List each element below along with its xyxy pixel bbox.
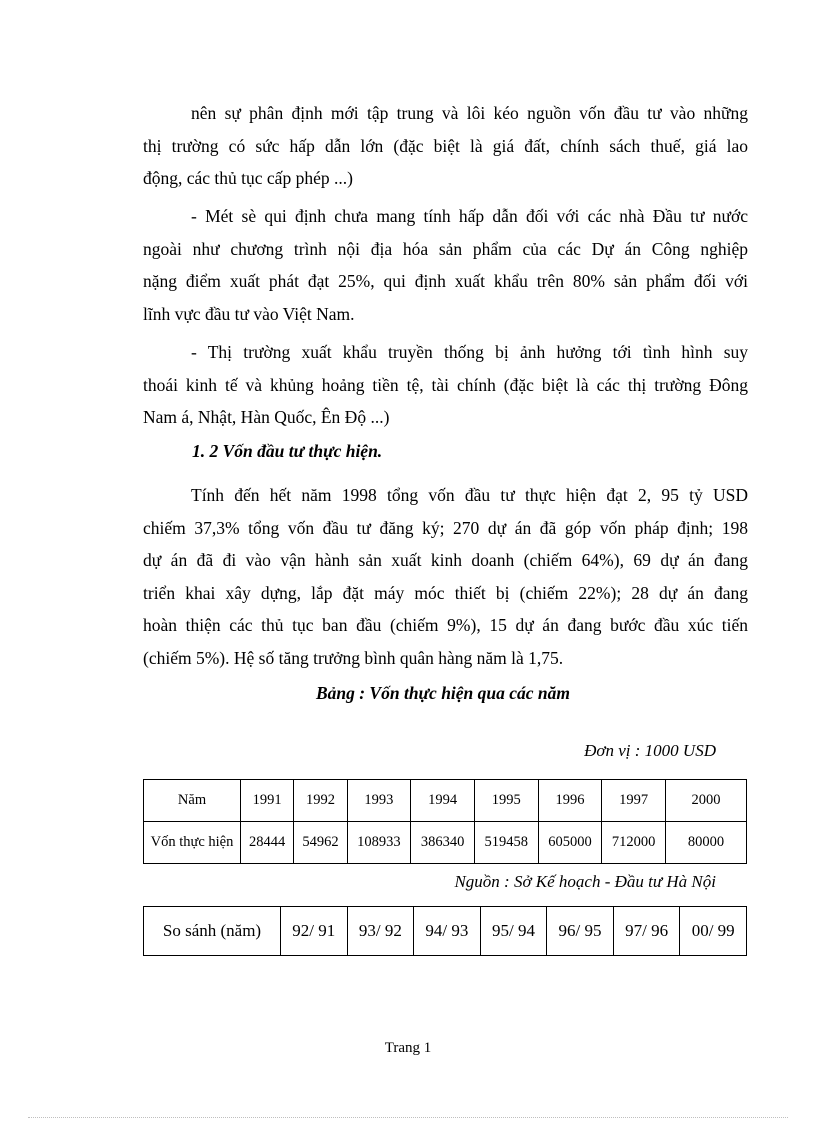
growth-comparison-table — [143, 906, 747, 956]
paragraph-3 — [143, 336, 748, 434]
unit-note: Đơn vị : 1000 USD — [584, 741, 716, 760]
value-cell: 108933 — [347, 822, 411, 864]
year-cell: 2000 — [666, 780, 747, 822]
comparison-cell: 94/ 93 — [414, 907, 481, 956]
row-label-cell: Vốn thực hiện — [144, 822, 241, 864]
year-cell: 1994 — [411, 780, 475, 822]
table-caption: Bảng : Vốn thực hiện qua các năm — [315, 683, 571, 703]
table-header-row — [144, 780, 747, 822]
header-cell: Năm — [144, 780, 241, 822]
paragraph-1 — [143, 97, 748, 195]
comparison-cell: 97/ 96 — [613, 907, 680, 956]
comparison-cell: 96/ 95 — [547, 907, 614, 956]
text-line: thị trường có sức hấp dẫn lớn (đặc biệt là giá đất, chính sách thuế, giá lao — [143, 135, 748, 156]
page-number: Trang 1 — [384, 1040, 432, 1056]
section-heading: 1. 2 Vốn đầu tư thực hiện. — [192, 441, 383, 461]
text-line: nên sự phân định mới tập trung và lôi kéo nguồn vốn đầu tư vào những — [191, 103, 748, 123]
paragraph-4 — [143, 479, 748, 675]
table-row — [144, 822, 747, 864]
value-cell: 386340 — [411, 822, 475, 864]
text-line: hoàn thiện các thủ tục ban đầu (chiếm 9%), 15 dự án đang bước đầu xúc tiến — [143, 615, 748, 636]
text-line: dự án đã đi vào vận hành sản xuất kinh doanh (chiếm 64%), 69 dự án đang — [143, 550, 748, 571]
comparison-cell: 93/ 92 — [347, 907, 414, 956]
value-cell: 54962 — [294, 822, 347, 864]
text-line: - Mét sè qui định chưa mang tính hấp dẫn đối với các nhà Đầu tư nước — [191, 206, 748, 226]
comparison-cell: 95/ 94 — [480, 907, 547, 956]
year-cell: 1997 — [602, 780, 666, 822]
year-cell: 1993 — [347, 780, 411, 822]
value-cell: 712000 — [602, 822, 666, 864]
capital-by-year-table — [143, 779, 747, 864]
text-line: chiếm 37,3% tổng vốn đầu tư đăng ký; 270 dự án đã góp vốn pháp định; 198 — [143, 517, 748, 538]
text-line: động, các thủ tục cấp phép ...) — [143, 168, 353, 189]
table-row — [144, 907, 747, 956]
paragraph-2 — [143, 200, 748, 330]
text-line: (chiếm 5%). Hệ số tăng trưởng bình quân hàng năm là 1,75. — [143, 647, 564, 668]
value-cell: 28444 — [241, 822, 294, 864]
year-cell: 1992 — [294, 780, 347, 822]
comparison-cell: 92/ 91 — [281, 907, 348, 956]
text-line: Nam á, Nhật, Hàn Quốc, Ên Độ ...) — [143, 407, 390, 428]
text-line: - Thị trường xuất khẩu truyền thống bị ảnh hưởng tới tình hình suy — [191, 342, 748, 362]
value-cell: 605000 — [538, 822, 602, 864]
page-bottom-rule — [28, 1117, 788, 1118]
value-cell: 80000 — [666, 822, 747, 864]
comparison-cell: 00/ 99 — [680, 907, 747, 956]
text-line: lĩnh vực đầu tư vào Việt Nam. — [143, 303, 355, 324]
text-line: ngoài như chương trình nội địa hóa sản phẩm của các Dự án Công nghiệp — [143, 238, 748, 259]
year-cell: 1995 — [474, 780, 538, 822]
row-label-cell: So sánh (năm) — [144, 907, 281, 956]
source-note: Nguồn : Sở Kế hoạch - Đầu tư Hà Nội — [454, 872, 716, 891]
year-cell: 1991 — [241, 780, 294, 822]
text-line: triển khai xây dựng, lắp đặt máy móc thiết bị (chiếm 22%); 28 dự án đang — [143, 582, 748, 603]
text-line: Tính đến hết năm 1998 tổng vốn đầu tư thực hiện đạt 2, 95 tỷ USD — [191, 485, 748, 505]
text-line: nặng điểm xuất phát đạt 25%, qui định xuất khẩu trên 80% sản phẩm đối với — [143, 271, 748, 292]
text-line: thoái kinh tế và khủng hoảng tiền tệ, tài chính (đặc biệt là các thị trường Đông — [143, 374, 748, 395]
value-cell: 519458 — [474, 822, 538, 864]
year-cell: 1996 — [538, 780, 602, 822]
